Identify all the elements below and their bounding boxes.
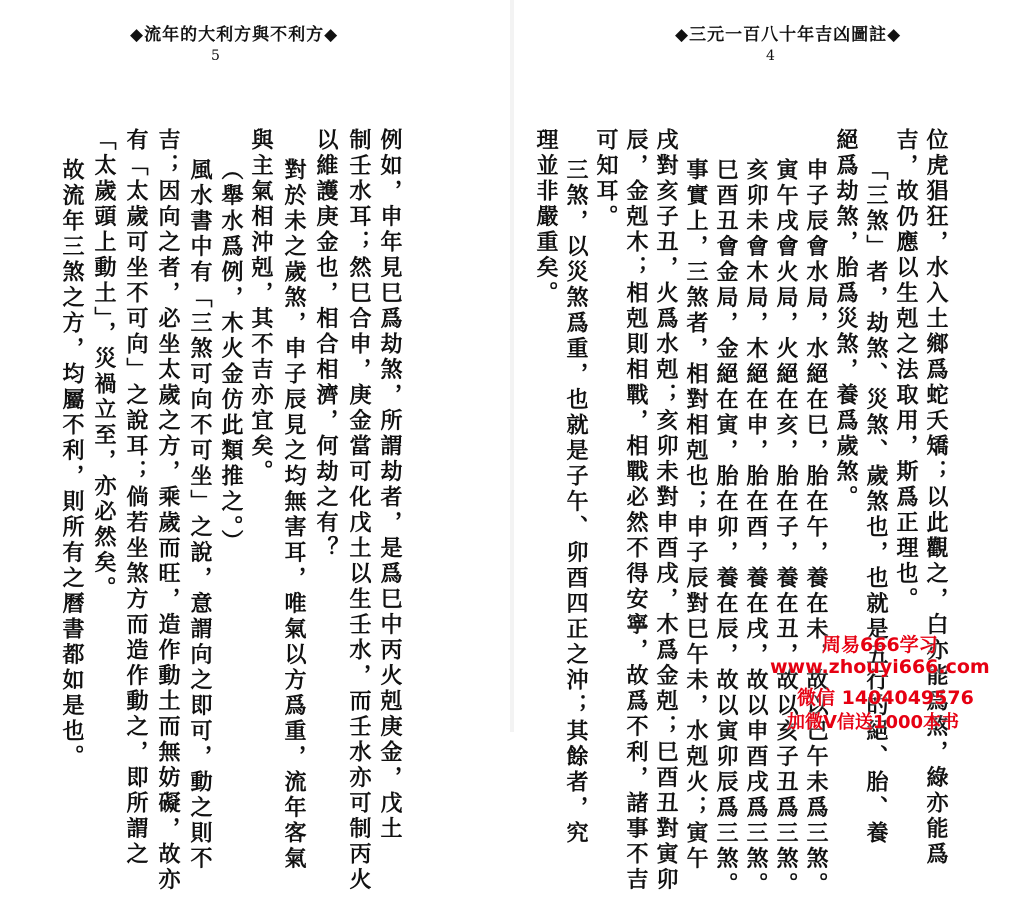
right-text-column-12: 可知耳。 (593, 128, 619, 230)
left-page-number: 5 (211, 48, 220, 64)
right-text-column-8: 巳酉丑會金局，金絕在寅，胎在卯，養在辰，故以寅卯辰爲三煞。 (713, 158, 739, 898)
right-page-number: 4 (766, 48, 775, 64)
left-text-column-9: 有「太歲可坐不可向」之說耳；倘若坐煞方而造作動之，即所謂之 (123, 128, 149, 868)
watermark-line-4: 加微V信送1000本书 (787, 712, 960, 733)
right-text-column-9: 事實上，三煞者，相對相剋也；申子辰對巳午未，水剋火；寅午 (683, 158, 709, 872)
right-text-column-3: 「三煞」者，劫煞、災煞、歲煞也，也就是五行的絕、胎、養 (863, 158, 889, 847)
left-text-column-7: 風水書中有「三煞可向不可坐」之說，意謂向之即可，動之則不 (187, 158, 213, 872)
left-text-column-3: 以維護庚金也，相合相濟，何劫之有？ (313, 128, 339, 562)
left-text-column-8: 吉；因向之者，必坐太歲之方，乘歲而旺，造作動土而無妨礙，故亦 (155, 128, 181, 893)
left-page (0, 0, 512, 893)
left-page-header: ◆流年的大利方與不利方◆ (130, 25, 339, 45)
left-text-column-1: 例如，申年見巳爲劫煞，所謂劫者，是爲巳中丙火剋庚金，戊土 (377, 128, 403, 842)
right-text-column-7: 亥卯未會木局，木絕在申，胎在酉，養在戌，故以申酉戌爲三煞。 (743, 158, 769, 898)
right-text-column-5: 申子辰會水局，水絕在巳，胎在午，養在未，故以巳午未爲三煞。 (803, 158, 829, 898)
left-text-column-2: 制壬水耳；然巳合申，庚金當可化戊土以生壬水，而壬水亦可制丙火 (346, 128, 372, 893)
left-text-column-11: 故流年三煞之方，均屬不利，則所有之曆書都如是也。 (59, 158, 85, 770)
right-text-column-13: 三煞，以災煞爲重，也就是子午、卯酉四正之沖；其餘者，究 (563, 158, 589, 847)
watermark-line-3: 微信 1404049576 (797, 687, 974, 709)
right-text-column-6: 寅午戌會火局，火絕在亥，胎在子，養在丑，故以亥子丑爲三煞。 (773, 158, 799, 898)
right-text-column-4: 絕爲劫煞，胎爲災煞，養爲歲煞。 (833, 128, 859, 511)
right-page-header: ◆三元一百八十年吉凶圖註◆ (675, 25, 902, 45)
left-text-column-5: 與主氣相沖剋，其不吉亦宜矣。 (248, 128, 274, 485)
right-text-column-11: 辰，金剋木；相剋則相戰，相戰必然不得安寧，故爲不利，諸事不吉 (623, 128, 649, 893)
right-text-column-10: 戌對亥子丑，火爲水剋；亥卯未對申酉戌，木爲金剋；巳酉丑對寅卯 (653, 128, 679, 893)
left-text-column-6: （舉水爲例，木火金仿此類推之。） (218, 158, 244, 555)
right-text-column-14: 理並非嚴重矣。 (533, 128, 559, 307)
watermark-line-1: 周易666学习 (822, 634, 938, 656)
right-text-column-1: 位虎猖狂，水入土鄉爲蛇夭矯；以此觀之，白亦能爲煞，綠亦能爲 (923, 128, 949, 868)
left-text-column-4: 對於未之歲煞，申子辰見之均無害耳，唯氣以方爲重，流年客氣 (281, 158, 307, 872)
right-text-column-2: 吉，故仍應以生剋之法取用，斯爲正理也。 (893, 128, 919, 613)
right-page (512, 0, 1024, 898)
watermark-line-2: www.zhouyi666.com (770, 656, 990, 678)
left-text-column-10: 「太歲頭上動土」，災禍立至，亦必然矣。 (91, 128, 117, 602)
